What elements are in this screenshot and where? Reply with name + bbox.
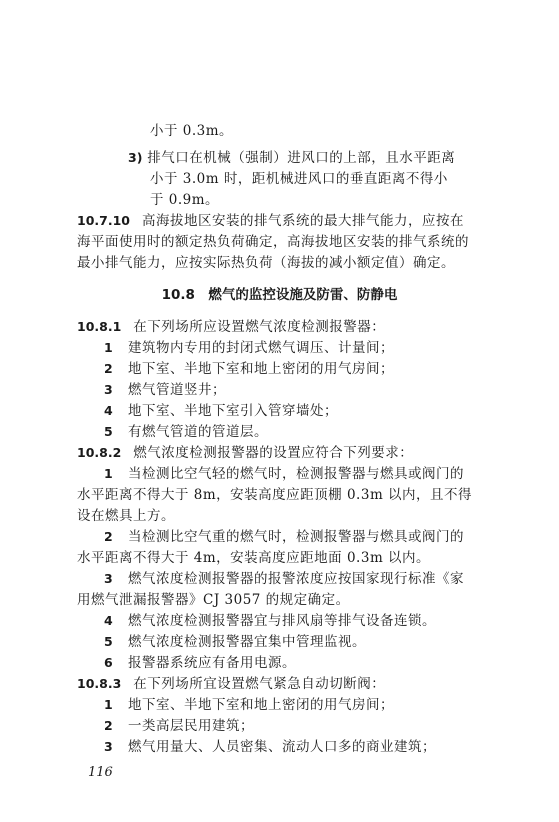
item-number: 5 [104,424,114,439]
item-number: 4 [104,403,114,418]
item-number: 1 [104,466,114,481]
item-text: 设在燃具上方。 [77,508,175,524]
item-number: 1 [104,340,114,355]
list-item [104,631,366,653]
item-text: 地下室、半地下室引入管穿墙处； [128,403,338,419]
list-item [104,610,436,632]
clause-text: 海平面使用时的额定热负荷确定，高海拔地区安装的排气系统的 [77,234,469,250]
clause-text: 在下列场所宜设置燃气紧急自动切断阀： [133,676,386,692]
item-text: 水平距离不得大于 4m，安装高度应距地面 0.3m 以内。 [77,550,431,566]
list-item-continuation [77,505,175,527]
clause-number: 10.8.1 [77,319,122,334]
item-text: 燃气用量大、人员密集、流动人口多的商业建筑； [128,739,436,755]
list-item [104,421,268,443]
item-text: 用燃气泄漏报警器》CJ 3057 的规定确定。 [77,592,350,608]
item-number: 6 [104,655,114,670]
item-text: 燃气浓度检测报警器宜集中管理监视。 [128,634,366,650]
item-3-text-3: 于 0.9m。 [150,192,220,208]
clause-10-7-10-line-3 [77,252,455,274]
item-number: 3 [104,382,114,397]
item-3-text-2: 小于 3.0m 时，距机械进风口的垂直距离不得小 [150,171,448,187]
item-text: 燃气管道竖井； [128,382,226,398]
clause-text: 在下列场所应设置燃气浓度检测报警器： [133,319,386,335]
continuation-line [150,120,233,142]
list-item [104,736,436,758]
item-3-line-2 [150,168,448,190]
clause-10-7-10-line-1 [77,210,464,232]
item-number: 3 [104,739,114,754]
list-item [104,568,464,590]
clause-10-8-1 [77,316,385,338]
list-item [104,337,394,359]
item-number: 3 [104,571,114,586]
list-item [104,400,338,422]
item-text: 水平距离不得大于 8m，安装高度应距顶棚 0.3m 以内，且不得 [77,487,473,503]
clause-number: 10.8.3 [77,676,122,691]
item-text: 当检测比空气重的燃气时，检测报警器与燃具或阀门的 [128,529,464,545]
clause-number: 10.7.10 [77,213,130,228]
clause-text: 高海拔地区安装的排气系统的最大排气能力，应按在 [142,213,464,229]
item-text: 燃气浓度检测报警器的报警浓度应按国家现行标准《家 [128,571,464,587]
list-item [104,526,464,548]
item-number: 5 [104,634,114,649]
list-item-continuation [77,589,350,611]
item-number: 2 [104,529,114,544]
item-3-line-3 [150,189,219,211]
list-item-continuation [77,484,472,506]
list-item-continuation [77,547,430,569]
list-item [104,379,226,401]
item-text: 一类高层民用建筑； [128,718,254,734]
item-text: 地下室、半地下室和地上密闭的用气房间； [128,697,394,713]
list-item [104,358,394,380]
item-text: 有燃气管道的管道层。 [128,424,268,440]
clause-10-7-10-line-2 [77,231,469,253]
continuation-text: 小于 0.3m。 [150,123,234,139]
item-text: 当检测比空气轻的燃气时，检测报警器与燃具或阀门的 [128,466,464,482]
clause-text: 燃气浓度检测报警器的设置应符合下列要求： [133,445,414,461]
clause-10-8-3 [77,673,385,695]
item-number: 4 [104,613,114,628]
item-3-number: 3) [128,150,143,165]
list-item [104,652,296,674]
clause-text: 最小排气能力，应按实际热负荷（海拔的减小额定值）确定。 [77,255,455,271]
clause-number: 10.8.2 [77,445,122,460]
item-number: 2 [104,718,114,733]
list-item [104,715,254,737]
item-3-line-1 [128,147,455,169]
item-text: 建筑物内专用的封闭式燃气调压、计量间； [128,340,394,356]
item-3-text-1: 排气口在机械（强制）进风口的上部，且水平距离 [147,150,456,166]
clause-10-8-2 [77,442,413,464]
item-number: 1 [104,697,114,712]
page-number: 116 [88,765,113,780]
section-heading: 10.8 燃气的监控设施及防雷、防静电 [161,287,398,303]
item-number: 2 [104,361,114,376]
list-item [104,463,464,485]
item-text: 燃气浓度检测报警器宜与排风扇等排气设备连锁。 [128,613,436,629]
item-text: 地下室、半地下室和地上密闭的用气房间； [128,361,394,377]
item-text: 报警器系统应有备用电源。 [128,655,296,671]
list-item [104,694,394,716]
